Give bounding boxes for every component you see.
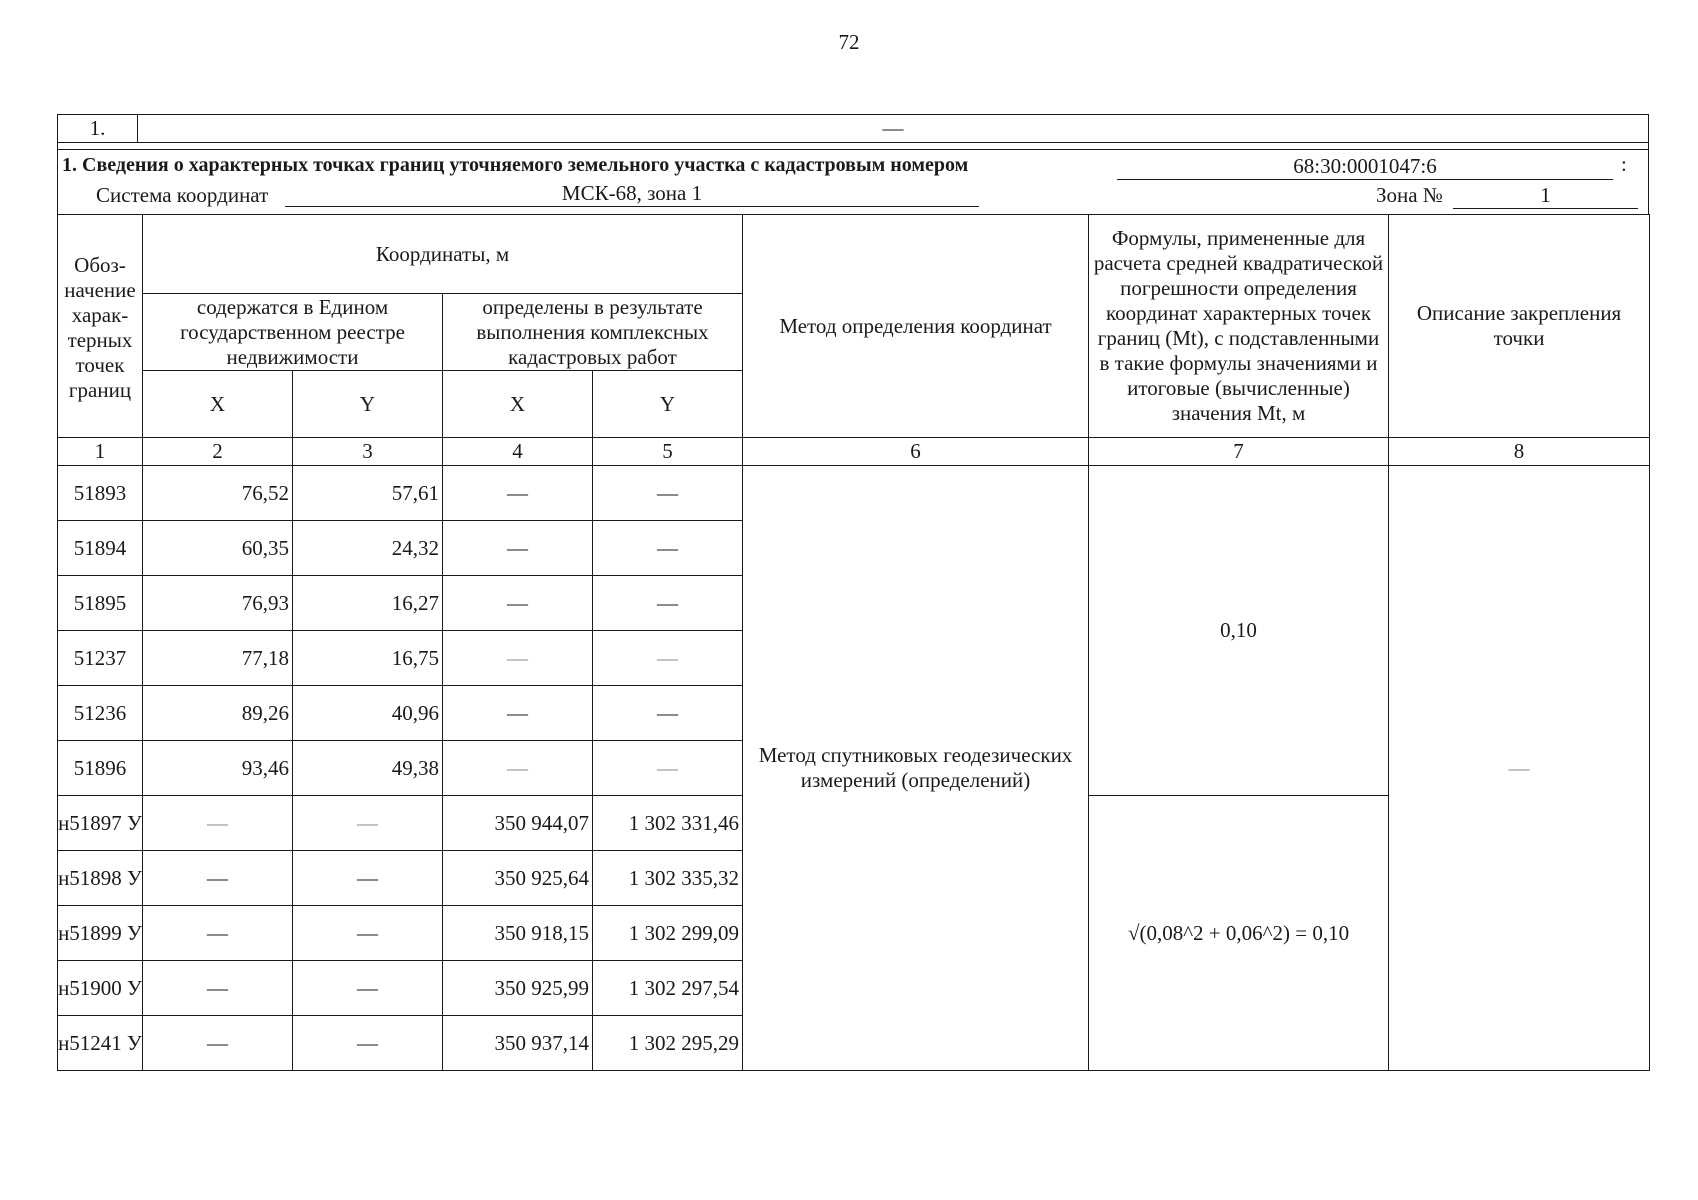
y-kkr: —	[593, 466, 743, 521]
column-number: 3	[293, 438, 443, 466]
mt-existing-cell: 0,10	[1089, 466, 1389, 796]
table-row	[58, 466, 1650, 521]
x-egrn: —	[143, 1016, 293, 1071]
header-point-designation: Обоз-начение харак-терных точек границ	[58, 215, 143, 438]
column-number: 7	[1089, 438, 1389, 466]
zone-label: Зона №	[1376, 183, 1443, 207]
y-egrn: —	[293, 906, 443, 961]
y-egrn: —	[293, 961, 443, 1016]
x-kkr: 350 925,64	[443, 851, 593, 906]
y-egrn: 16,27	[293, 576, 443, 631]
y-egrn: 24,32	[293, 521, 443, 576]
x-kkr: —	[443, 576, 593, 631]
point-id: 51896	[58, 741, 143, 796]
x-kkr: 350 937,14	[443, 1016, 593, 1071]
method-cell: Метод спутниковых геодезических измерений (определений)	[743, 466, 1089, 1071]
column-number: 4	[443, 438, 593, 466]
x-egrn: —	[143, 961, 293, 1016]
point-id: 51237	[58, 631, 143, 686]
header-formulas: Формулы, примененные для расчета средней квадратической погрешности определения координат характерных точек границ (Mt), с подставленными в такие формулы значениями и итоговые (вычисленные) значения Mt, м	[1089, 215, 1389, 438]
section-colon: :	[1621, 152, 1627, 176]
y-kkr: 1 302 335,32	[593, 851, 743, 906]
column-number: 8	[1389, 438, 1650, 466]
header-kkr: определены в результате выполнения комплексных кадастровых работ	[443, 294, 743, 371]
x-egrn: —	[143, 796, 293, 851]
x-kkr: —	[443, 521, 593, 576]
point-id: н51900 У	[58, 961, 143, 1016]
point-id: 51894	[58, 521, 143, 576]
description-cell: —	[1389, 466, 1650, 1071]
x-kkr: 350 944,07	[443, 796, 593, 851]
page-number: 72	[838, 30, 860, 54]
point-id: н51897 У	[58, 796, 143, 851]
x-kkr: 350 925,99	[443, 961, 593, 1016]
top-row-value: —	[138, 115, 1649, 143]
header-description: Описание закрепления точки	[1389, 215, 1650, 438]
header-y-egrn: Y	[293, 371, 443, 438]
x-egrn: —	[143, 906, 293, 961]
top-row-number: 1.	[58, 115, 138, 143]
y-egrn: —	[293, 851, 443, 906]
x-kkr: —	[443, 631, 593, 686]
x-kkr: —	[443, 686, 593, 741]
x-egrn: 76,93	[143, 576, 293, 631]
point-id: н51899 У	[58, 906, 143, 961]
y-kkr: —	[593, 741, 743, 796]
y-egrn: 49,38	[293, 741, 443, 796]
point-id: н51898 У	[58, 851, 143, 906]
zone-value: 1	[1453, 183, 1638, 209]
column-number: 5	[593, 438, 743, 466]
x-egrn: 89,26	[143, 686, 293, 741]
column-number: 2	[143, 438, 293, 466]
x-egrn: 77,18	[143, 631, 293, 686]
header-method: Метод определения координат	[743, 215, 1089, 438]
y-egrn: —	[293, 1016, 443, 1071]
x-kkr: —	[443, 466, 593, 521]
y-kkr: —	[593, 576, 743, 631]
y-kkr: —	[593, 521, 743, 576]
coord-system-label: Система координат	[96, 183, 269, 207]
y-kkr: 1 302 297,54	[593, 961, 743, 1016]
x-kkr: 350 918,15	[443, 906, 593, 961]
header-y-kkr: Y	[593, 371, 743, 438]
point-id: н51241 У	[58, 1016, 143, 1071]
section-title: 1. Сведения о характерных точках границ уточняемого земельного участка с кадастровым номером	[62, 154, 969, 176]
x-egrn: —	[143, 851, 293, 906]
point-id: 51895	[58, 576, 143, 631]
column-numbers-row	[58, 438, 1650, 466]
y-kkr: —	[593, 686, 743, 741]
y-egrn: 57,61	[293, 466, 443, 521]
y-kkr: 1 302 331,46	[593, 796, 743, 851]
coord-system-value: МСК-68, зона 1	[285, 181, 979, 207]
point-id: 51893	[58, 466, 143, 521]
header-egrn: содержатся в Едином государственном реестре недвижимости	[143, 294, 443, 371]
cadastral-number: 68:30:0001047:6	[1117, 154, 1613, 180]
x-egrn: 76,52	[143, 466, 293, 521]
x-egrn: 60,35	[143, 521, 293, 576]
y-kkr: —	[593, 631, 743, 686]
x-kkr: —	[443, 741, 593, 796]
header-coordinates: Координаты, м	[143, 215, 743, 294]
boundary-points-table	[57, 214, 1650, 1071]
y-egrn: 16,75	[293, 631, 443, 686]
header-x-kkr: X	[443, 371, 593, 438]
header-x-egrn: X	[143, 371, 293, 438]
section-header	[57, 149, 1649, 214]
x-egrn: 93,46	[143, 741, 293, 796]
top-strip-table	[57, 114, 1649, 143]
y-kkr: 1 302 295,29	[593, 1016, 743, 1071]
column-number: 1	[58, 438, 143, 466]
y-egrn: —	[293, 796, 443, 851]
y-egrn: 40,96	[293, 686, 443, 741]
y-kkr: 1 302 299,09	[593, 906, 743, 961]
mt-new-cell: √(0,08^2 + 0,06^2) = 0,10	[1089, 796, 1389, 1071]
point-id: 51236	[58, 686, 143, 741]
document-body	[57, 114, 1649, 1071]
column-number: 6	[743, 438, 1089, 466]
